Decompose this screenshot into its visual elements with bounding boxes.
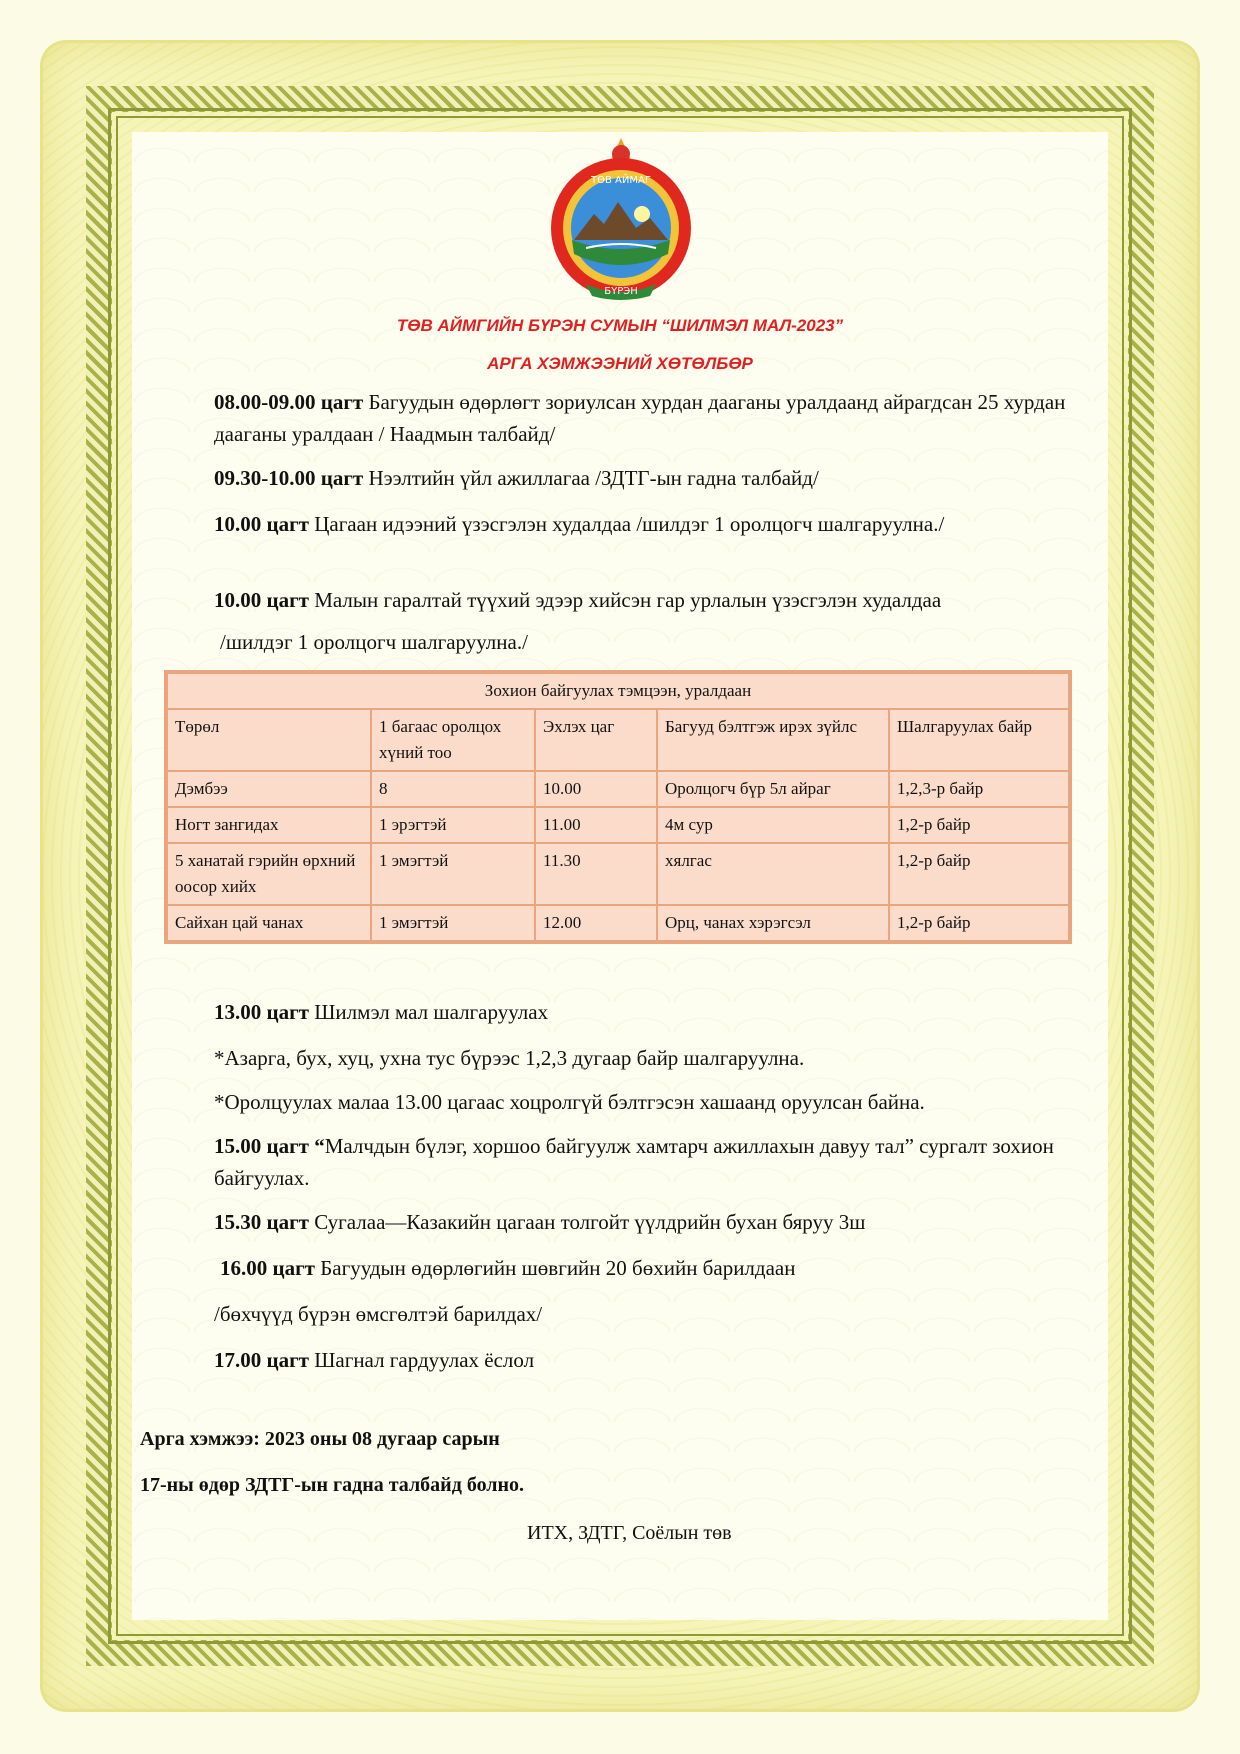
table-header-cell: 1 багаас оролцох хүний тоо	[371, 709, 535, 771]
schedule-time: 15.00 цагт “	[214, 1134, 325, 1158]
table-cell: 1,2-р байр	[889, 843, 1069, 905]
schedule-note	[214, 1086, 1094, 1118]
document-title-line-2: АРГА ХЭМЖЭЭНИЙ ХӨТӨЛБӨР	[487, 354, 753, 373]
schedule-text: Малчдын бүлэг, хоршоо байгуулж хамтарч ажиллахын давуу тал” сургалт зохион байгуулах.	[214, 1134, 1054, 1190]
table-cell: Сайхан цай чанах	[167, 905, 371, 941]
table-header-cell: Төрөл	[167, 709, 371, 771]
schedule-time: 15.30 цагт	[214, 1210, 309, 1234]
table-cell: хялгас	[657, 843, 889, 905]
organizers-signature: ИТХ, ЗДТГ, Соёлын төв	[527, 1522, 732, 1544]
table-row	[167, 807, 1069, 843]
svg-text:ТӨВ АЙМАГ: ТӨВ АЙМАГ	[591, 175, 651, 186]
table-cell: Орц, чанах хэрэгсэл	[657, 905, 889, 941]
schedule-time: 10.00 цагт	[214, 512, 309, 536]
schedule-text: *Азарга, бух, хуц, ухна тус бүрээс 1,2,3 дугаар байр шалгаруулна.	[214, 1046, 805, 1070]
table-cell: Оролцогч бүр 5л айраг	[657, 771, 889, 807]
schedule-note	[214, 1298, 1094, 1330]
schedule-item	[214, 462, 1094, 494]
table-cell: 8	[371, 771, 535, 807]
schedule-note	[214, 1042, 1094, 1074]
table-cell: 11.30	[535, 843, 657, 905]
table-row	[167, 905, 1069, 941]
event-date-line-2: 17-ны өдөр ЗДТГ-ын гадна талбайд болно.	[140, 1474, 525, 1496]
schedule-item	[214, 386, 1094, 450]
table-row	[167, 771, 1069, 807]
table-cell: 10.00	[535, 771, 657, 807]
schedule-text: Шилмэл мал шалгаруулах	[314, 1000, 549, 1024]
schedule-time: 09.30-10.00 цагт	[214, 466, 364, 490]
table-header-cell: Эхлэх цаг	[535, 709, 657, 771]
table-header-cell: Шалгаруулах байр	[889, 709, 1069, 771]
table-cell: 5 ханатай гэрийн өрхний оосор хийх	[167, 843, 371, 905]
schedule-time: 17.00 цагт	[214, 1348, 309, 1372]
table-cell: 1 эмэгтэй	[371, 843, 535, 905]
document-title-line-1: ТӨВ АЙМГИЙН БҮРЭН СУМЫН “ШИЛМЭЛ МАЛ-2023”	[396, 316, 844, 335]
table-caption: Зохион байгуулах тэмцээн, уралдаан	[167, 673, 1069, 709]
table-cell: 1 эрэгтэй	[371, 807, 535, 843]
schedule-text: Багуудын өдөрлөгийн шөвгийн 20 бөхийн барилдаан	[320, 1256, 796, 1280]
table-header-cell: Багууд бэлтгэж ирэх зүйлс	[657, 709, 889, 771]
schedule-time: 16.00 цагт	[220, 1256, 315, 1280]
schedule-item	[214, 1130, 1094, 1194]
schedule-text: Сугалаа—Казакийн цагаан толгойт үүлдрийн бухан бяруу 3ш	[314, 1210, 866, 1234]
schedule-text: Цагаан идээний үзэсгэлэн худалдаа /шилдэг 1 оролцогч шалгаруулна./	[314, 512, 945, 536]
table-cell: 11.00	[535, 807, 657, 843]
table-cell: Дэмбээ	[167, 771, 371, 807]
schedule-item	[214, 1344, 1094, 1376]
tov-aimag-emblem	[546, 136, 696, 304]
svg-text:БҮРЭН: БҮРЭН	[604, 286, 638, 297]
schedule-text: *Оролцуулах малаа 13.00 цагаас хоцролгүй бэлтгэсэн хашаанд оруулсан байна.	[214, 1090, 925, 1114]
event-date-line-1: Арга хэмжээ: 2023 оны 08 дугаар сарын	[140, 1428, 500, 1450]
table-cell: Ногт зангидах	[167, 807, 371, 843]
schedule-text: Нээлтийн үйл ажиллагаа /ЗДТГ-ын гадна талбайд/	[368, 466, 819, 490]
table-cell: 1,2,3-р байр	[889, 771, 1069, 807]
schedule-text: /шилдэг 1 оролцогч шалгаруулна./	[220, 630, 528, 654]
table-cell: 1,2-р байр	[889, 905, 1069, 941]
table-cell: 12.00	[535, 905, 657, 941]
schedule-item	[214, 508, 974, 540]
schedule-item	[220, 1252, 1100, 1284]
schedule-time: 08.00-09.00 цагт	[214, 390, 364, 414]
schedule-text: Шагнал гардуулах ёслол	[314, 1348, 535, 1372]
schedule-text: /бөхчүүд бүрэн өмсгөлтэй барилдах/	[214, 1302, 543, 1326]
table-header-row	[167, 709, 1069, 771]
table-cell: 1,2-р байр	[889, 807, 1069, 843]
table-row	[167, 843, 1069, 905]
schedule-text: Малын гаралтай түүхий эдээр хийсэн гар урлалын үзэсгэлэн худалдаа	[314, 588, 942, 612]
schedule-item-continuation	[220, 626, 1100, 658]
schedule-time: 10.00 цагт	[214, 588, 309, 612]
table-cell: 4м сур	[657, 807, 889, 843]
schedule-item	[214, 1206, 1094, 1238]
schedule-text: Багуудын өдөрлөгт зориулсан хурдан дааганы уралдаанд айрагдсан 25 хурдан дааганы уралдаан / Наадмын талбайд/	[214, 390, 1066, 446]
competition-table	[166, 672, 1070, 942]
schedule-time: 13.00 цагт	[214, 1000, 309, 1024]
schedule-item	[214, 584, 1094, 616]
table-cell: 1 эмэгтэй	[371, 905, 535, 941]
schedule-item	[214, 996, 1094, 1028]
